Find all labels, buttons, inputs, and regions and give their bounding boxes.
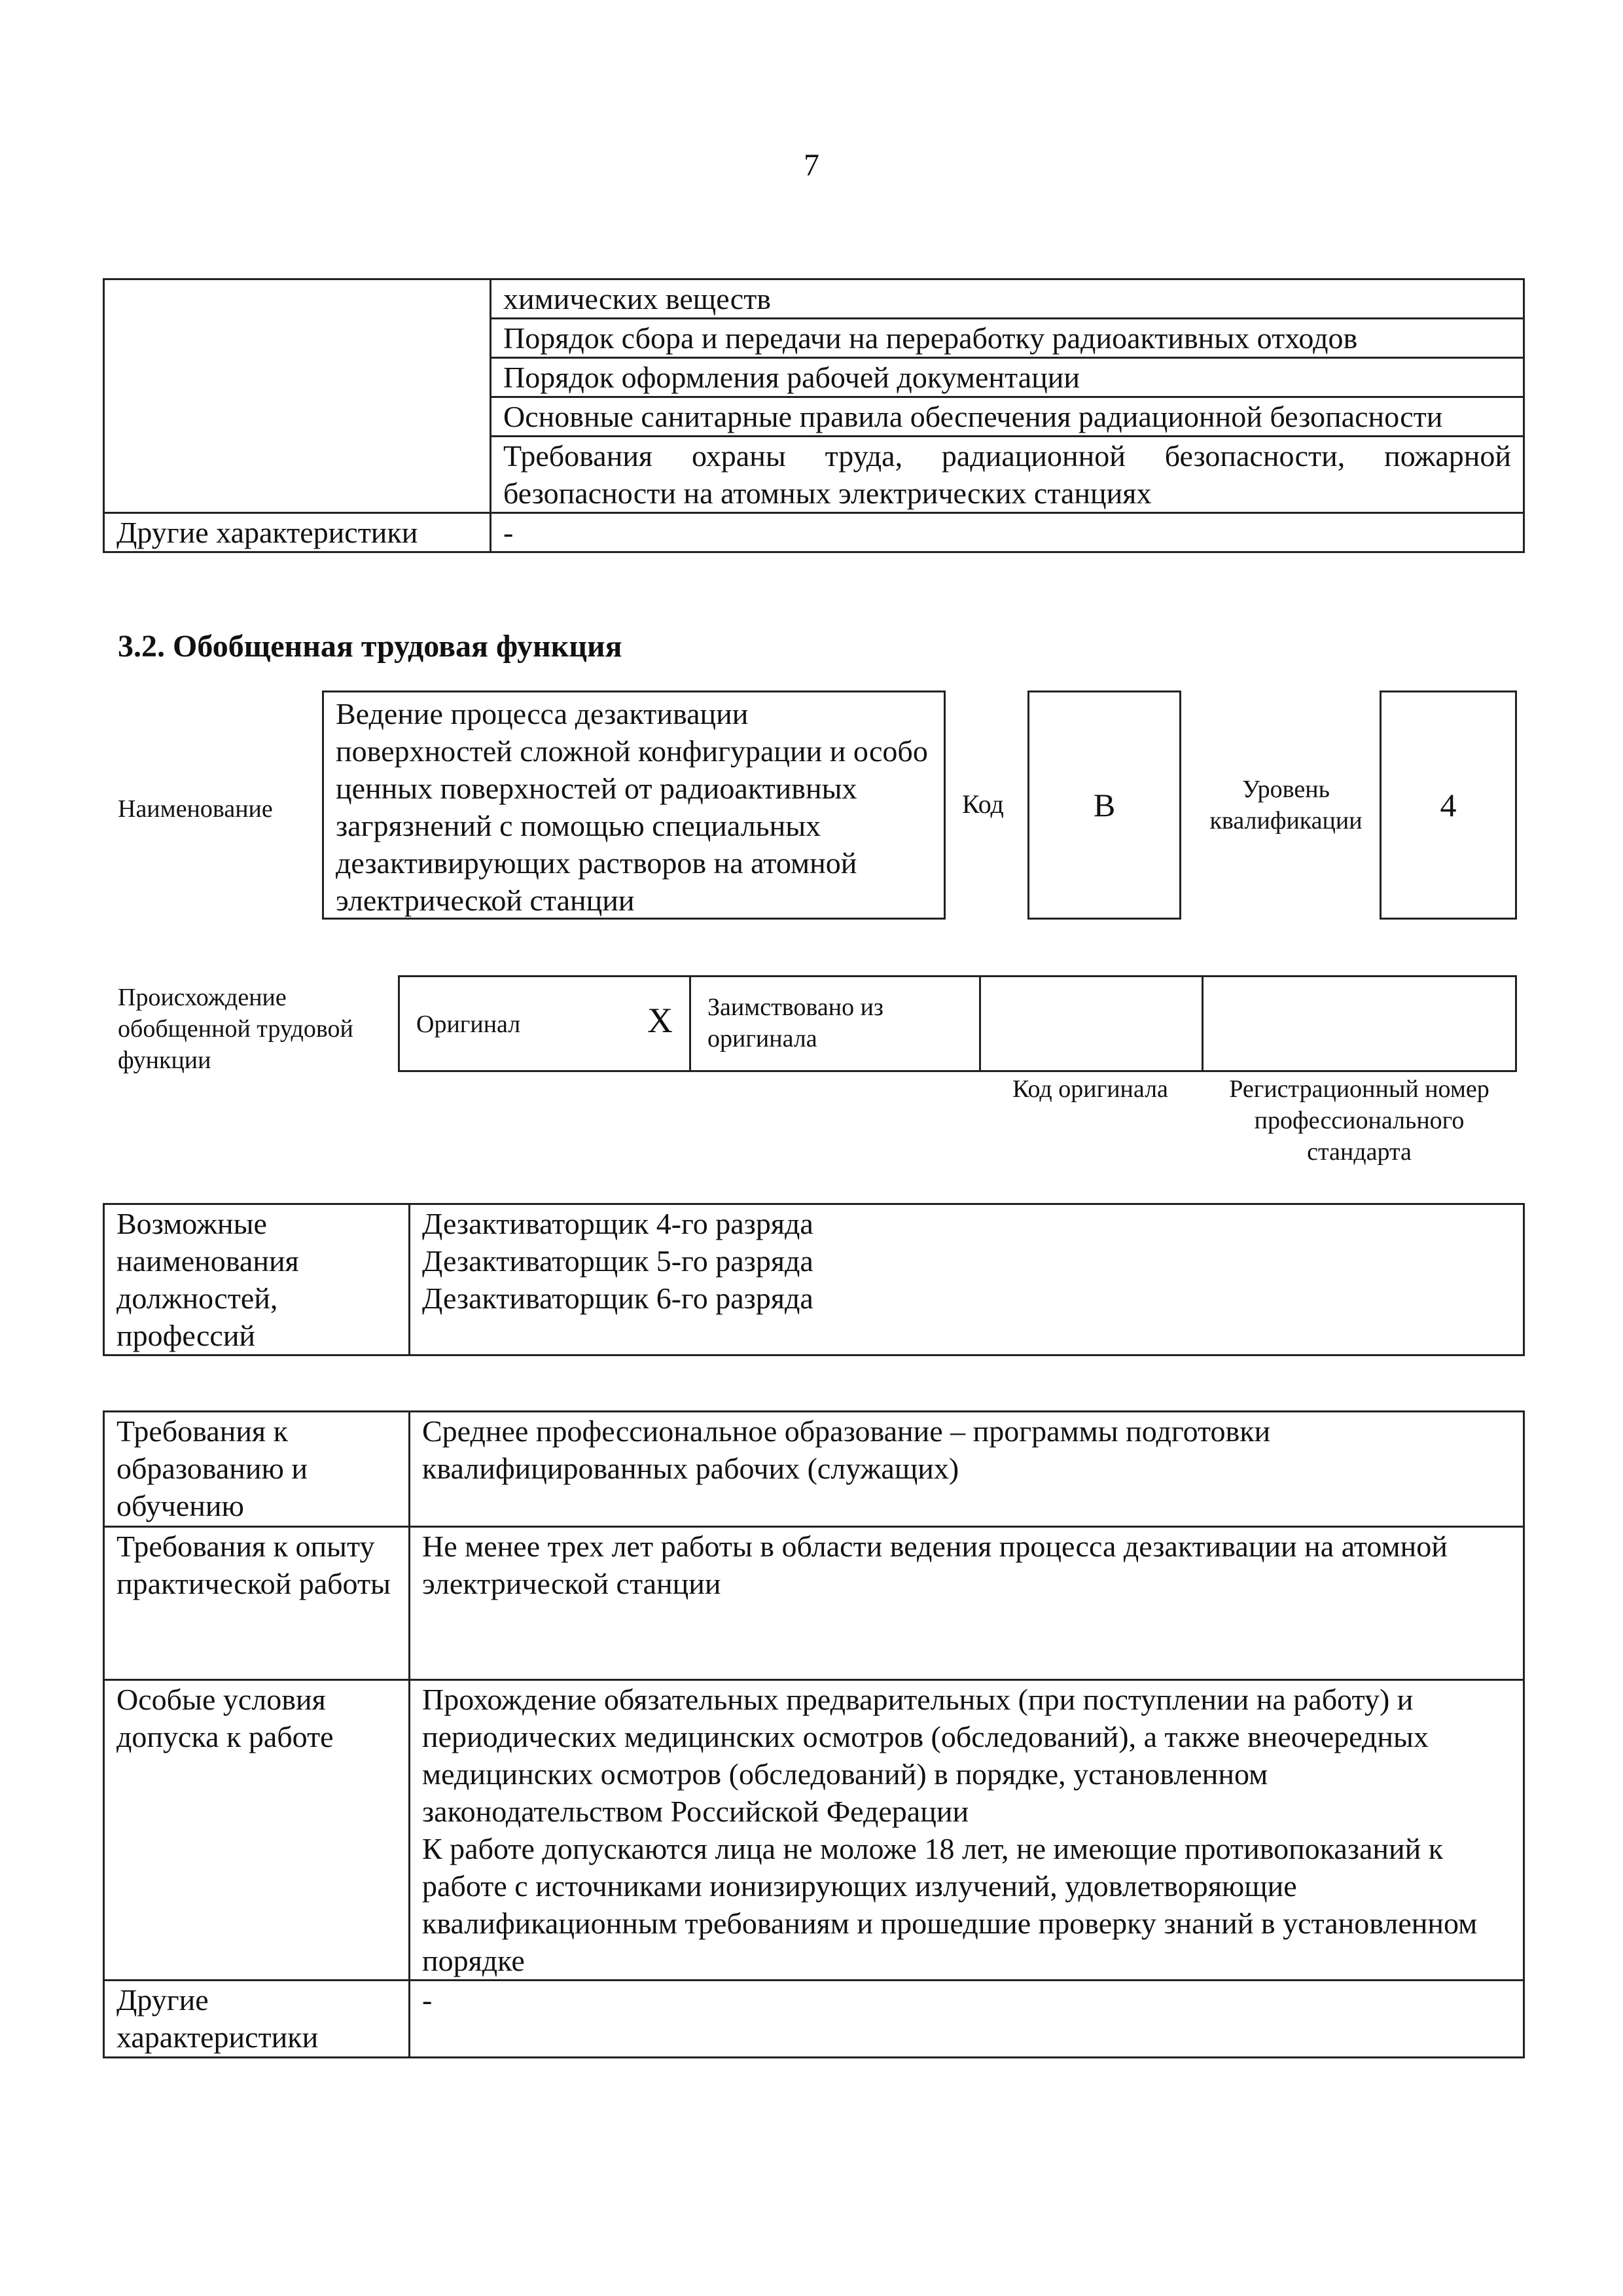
list-item: Дезактиваторщик 6-го разряда xyxy=(422,1282,813,1315)
list-item: Дезактиваторщик 4-го разряда xyxy=(422,1207,813,1240)
page-number: 7 xyxy=(804,148,819,183)
registration-number-caption: Регистрационный номер профессионального стандарта xyxy=(1229,1075,1489,1166)
education-label: Требования к образованию и обучению xyxy=(104,1412,410,1527)
other-characteristics-value: - xyxy=(410,1981,1524,2058)
education-value: Среднее профессиональное образование – программы подготовки квалифицированных рабочих (служащих) xyxy=(410,1412,1524,1527)
table-cell: Порядок сбора и передачи на переработку радиоактивных отходов xyxy=(491,319,1524,358)
code-box: B xyxy=(1027,691,1181,920)
origin-borrowed-cell xyxy=(689,975,979,1072)
positions-value xyxy=(410,1204,1524,1355)
origin-label-text: Происхождение обобщенной трудовой функции xyxy=(118,984,353,1074)
code-label: Код xyxy=(962,789,1004,819)
paragraph: Прохождение обязательных предварительных (при поступлении на работу) и периодических медицинских осмотров (обследований), а также внеочередных медицинских осмотров (обследований) в порядке, установленном законодательством Российской Федерации xyxy=(422,1683,1429,1828)
origin-registration-cell xyxy=(1202,975,1517,1072)
list-item: Дезактиваторщик 5-го разряда xyxy=(422,1244,813,1278)
qualification-level-box: 4 xyxy=(1380,691,1517,920)
table-row xyxy=(104,513,1524,552)
origin-label xyxy=(118,982,393,1076)
experience-value: Не менее трех лет работы в области ведения процесса дезактивации на атомной электрической станции xyxy=(410,1527,1524,1680)
positions-table xyxy=(103,1203,1525,1356)
requirements-table xyxy=(103,1410,1525,2058)
other-characteristics-label: Другие характеристики xyxy=(104,513,491,552)
other-characteristics-value: - xyxy=(491,513,1524,552)
code-original-caption: Код оригинала xyxy=(1012,1075,1168,1103)
origin-original-cell xyxy=(398,975,689,1072)
section-title: 3.2. Обобщенная трудовая функция xyxy=(118,629,622,664)
table-row xyxy=(104,1412,1524,1527)
table-cell: Основные санитарные правила обеспечения радиационной безопасности xyxy=(491,397,1524,437)
admission-conditions-label: Особые условия допуска к работе xyxy=(104,1680,410,1981)
original-label: Оригинал xyxy=(416,1011,521,1038)
knowledge-table-continued xyxy=(103,278,1525,553)
table-row xyxy=(104,1527,1524,1680)
admission-conditions-value xyxy=(410,1680,1524,1981)
table-row xyxy=(104,279,1524,319)
origin-row xyxy=(398,975,1517,1072)
table-cell: Требования охраны труда, радиационной безопасности, пожарной безопасности на атомных электрических станциях xyxy=(491,437,1524,513)
original-mark: X xyxy=(647,1001,673,1040)
origin-code-cell xyxy=(979,975,1202,1072)
other-characteristics-label: Другие характеристики xyxy=(104,1981,410,2058)
borrowed-label: Заимствовано из оригинала xyxy=(707,994,883,1052)
experience-label: Требования к опыту практической работы xyxy=(104,1527,410,1680)
name-label: Наименование xyxy=(118,795,273,823)
table-cell: Порядок оформления рабочей документации xyxy=(491,358,1524,397)
paragraph: К работе допускаются лица не моложе 18 лет, не имеющие противопоказаний к работе с источниками ионизирующих излучений, удовлетворяющие квалификационным требованиям и прошедшие проверку знаний в установленном порядке xyxy=(422,1832,1478,1977)
function-name-box: Ведение процесса дезактивации поверхностей сложной конфигурации и особо ценных поверхностей от радиоактивных загрязнений с помощью специальных дезактивирующих растворов на атомной электрической станции xyxy=(322,691,946,920)
positions-label: Возможные наименования должностей, профессий xyxy=(104,1204,410,1355)
table-row xyxy=(104,1680,1524,1981)
qualification-level-label: Уровень квалификации xyxy=(1209,776,1363,834)
table-row xyxy=(104,1981,1524,2058)
table-cell: химических веществ xyxy=(491,279,1524,319)
table-row xyxy=(104,1204,1524,1355)
table-cell-empty xyxy=(104,279,491,513)
